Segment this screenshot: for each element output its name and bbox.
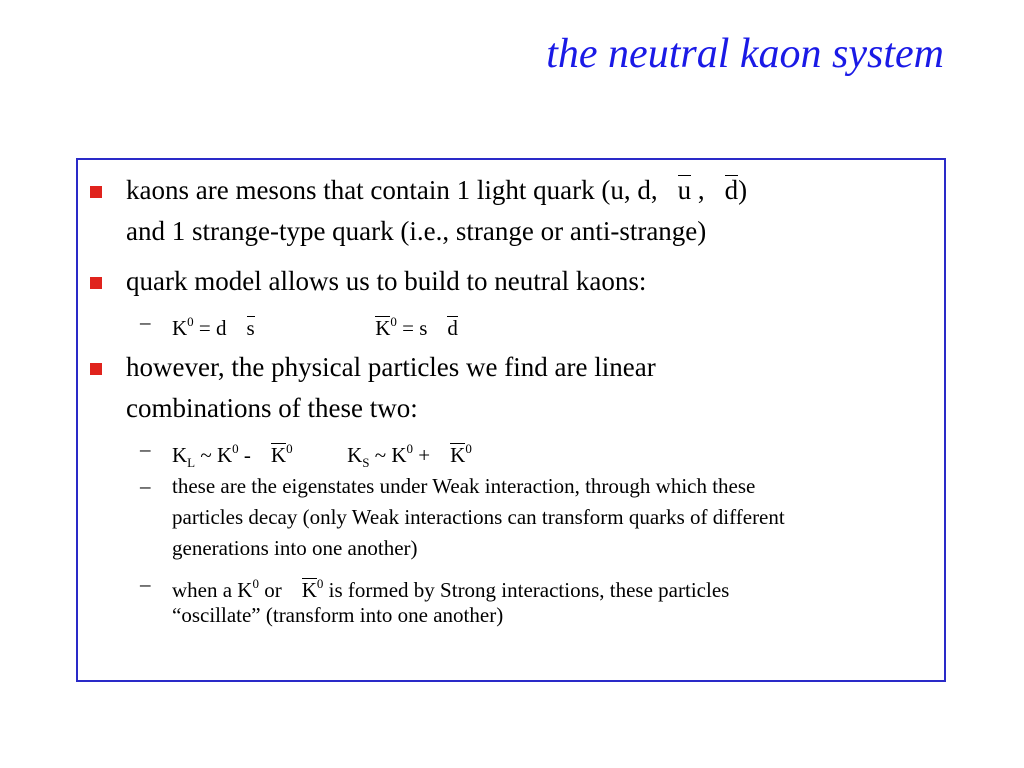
weak-line-1: these are the eigenstates under Weak interaction, through which these — [172, 474, 756, 498]
strong-post: is formed by Strong interactions, these particles — [328, 578, 730, 602]
bullet-1-line-2: and 1 strange-type quark (i.e., strange or anti-strange) — [126, 216, 707, 246]
strong-pre: when a K — [172, 578, 253, 602]
ks-operator: + — [418, 443, 431, 467]
kl-subscript: L — [187, 455, 196, 471]
u-bar: u — [677, 175, 692, 205]
weak-line-2: particles decay (only Weak interactions can transform quarks of different — [172, 505, 785, 529]
strong-kbar-superscript: 0 — [316, 576, 324, 591]
k0bar-label: K — [375, 316, 391, 340]
kl-k0-superscript: 0 — [232, 441, 239, 456]
weak-line-3: generations into one another) — [172, 536, 418, 560]
ks-tilde: ~ — [374, 443, 387, 467]
kl-k0: K — [217, 443, 233, 467]
sub-dash: – — [140, 572, 151, 596]
bullet-3-line-2: combinations of these two: — [126, 393, 418, 423]
ks-k0-superscript: 0 — [406, 441, 414, 456]
strong-line-2: “oscillate” (transform into one another) — [172, 603, 504, 627]
d-bar: d — [724, 175, 739, 205]
sub-dash: – — [140, 310, 151, 334]
kl-kbar: K — [270, 443, 287, 467]
ks-k: K — [347, 443, 363, 467]
slide-title: the neutral kaon system — [546, 31, 944, 77]
bullet-3-line-1: however, the physical particles we find are linear — [126, 352, 656, 382]
strong-k0-superscript: 0 — [252, 576, 259, 591]
kl-operator: - — [243, 443, 251, 467]
ks-kbar: K — [450, 443, 466, 467]
bullet-marker — [90, 363, 102, 375]
sub-dash: – — [140, 474, 151, 498]
k0bar-superscript: 0 — [390, 314, 397, 329]
bullet-1-line-1 — [126, 170, 747, 210]
bullet-2-text: quark model allows us to build to neutral kaons: — [126, 266, 647, 296]
bullet-marker — [90, 277, 102, 289]
s-bar: s — [246, 316, 255, 340]
kl-k: K — [172, 443, 188, 467]
close-paren: ) — [738, 175, 748, 205]
k0-definitions — [172, 307, 458, 344]
d-bar: d — [447, 316, 458, 340]
sub-dash: – — [140, 437, 151, 461]
strong-or: or — [264, 578, 282, 602]
k0-superscript: 0 — [187, 314, 194, 329]
bullet-marker — [90, 186, 102, 198]
kl-tilde: ~ — [200, 443, 212, 467]
separator: , — [697, 175, 705, 205]
k0bar-equation: = s — [402, 316, 428, 340]
ks-k0: K — [391, 443, 407, 467]
kl-kbar-superscript: 0 — [286, 441, 293, 456]
k0-label: K — [172, 316, 188, 340]
strong-kbar: K — [301, 578, 317, 602]
bullet-1-text: kaons are mesons that contain 1 light quark (u, d, — [126, 175, 658, 205]
ks-subscript: S — [362, 455, 370, 471]
ks-kbar-superscript: 0 — [465, 441, 472, 456]
k0-equation: = d — [198, 316, 227, 340]
